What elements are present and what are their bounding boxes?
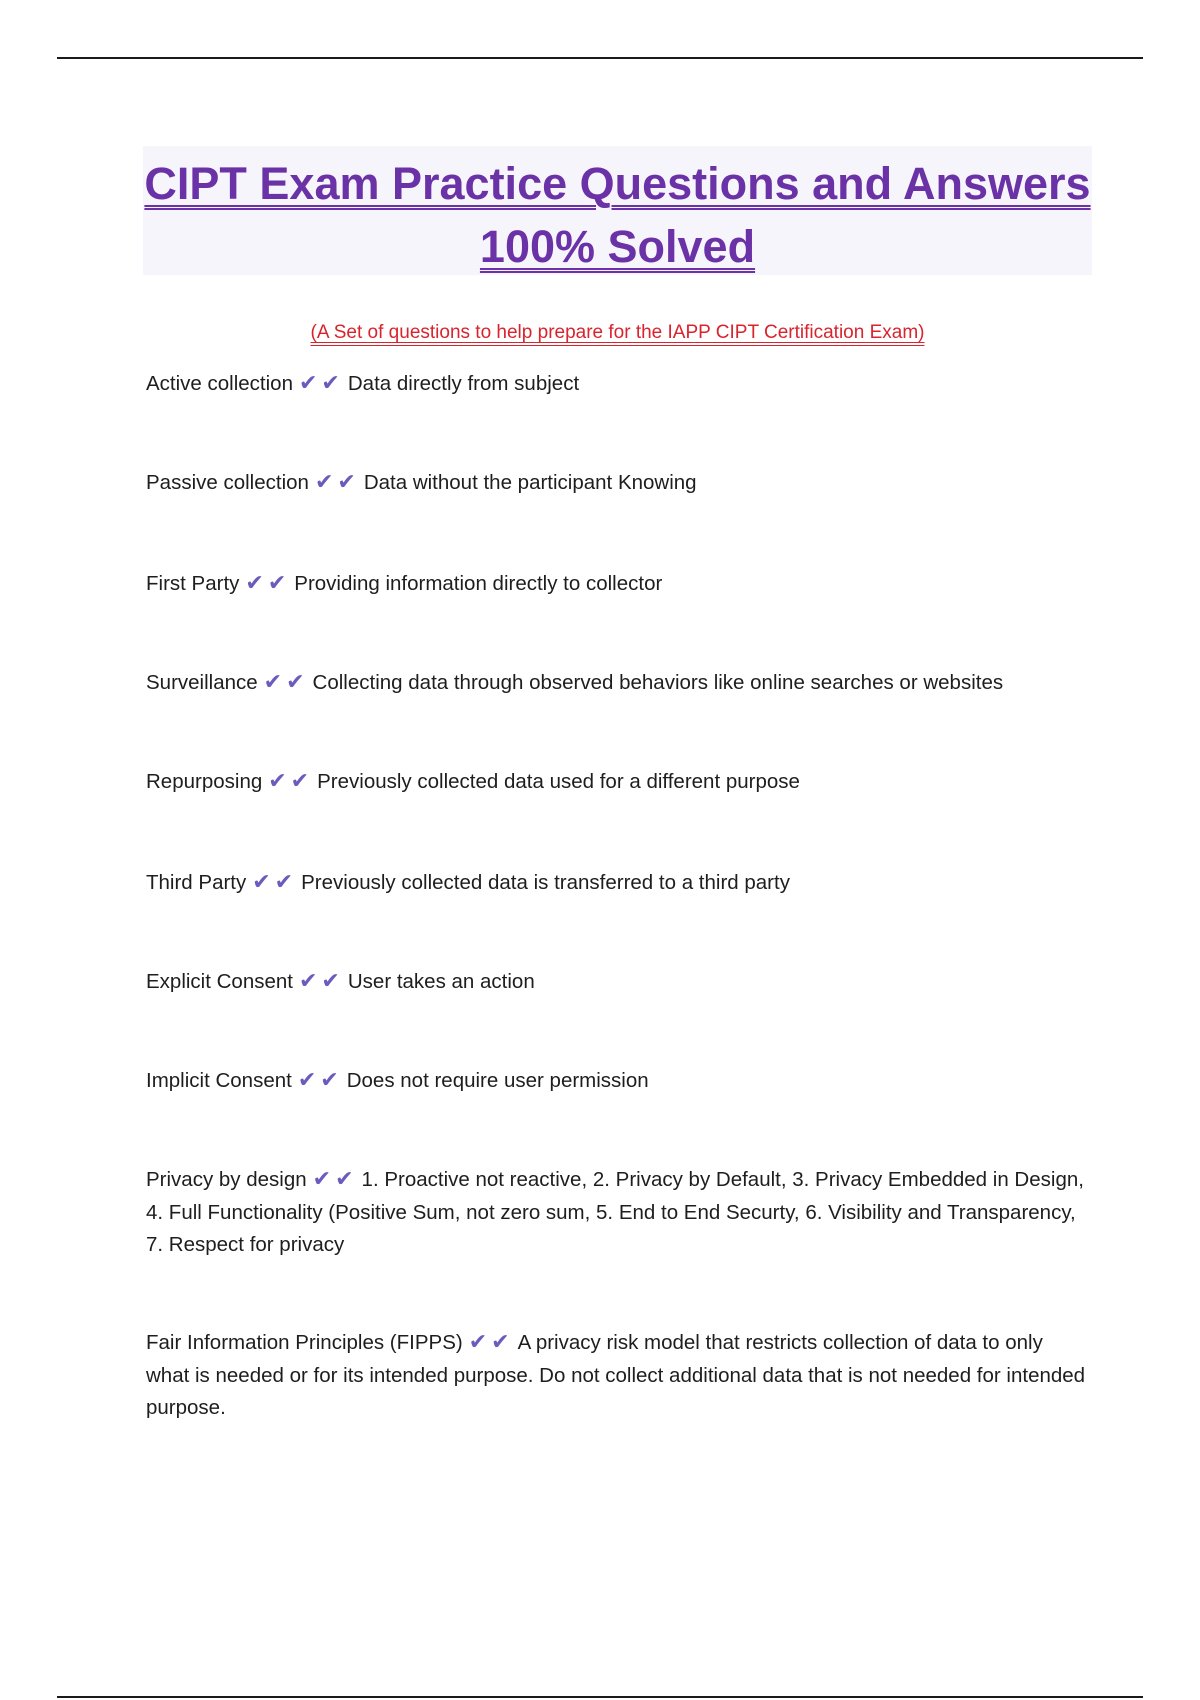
qa-answer: Data directly from subject (347, 372, 580, 395)
qa-answer: Previously collected data used for a different purpose (317, 770, 800, 793)
double-check-icon: ✔✔ (268, 768, 314, 793)
qa-term: Privacy by design (146, 1168, 307, 1191)
qa-item (146, 866, 1090, 900)
double-check-icon: ✔✔ (468, 1329, 514, 1354)
title-line-2: 100% Solved (479, 221, 756, 272)
double-check-icon: ✔✔ (314, 469, 360, 494)
double-check-icon: ✔✔ (252, 869, 298, 894)
qa-item (146, 1326, 1090, 1425)
qa-term: First Party (146, 572, 240, 595)
page-subtitle: (A Set of questions to help prepare for the IAPP CIPT Certification Exam) (310, 322, 925, 343)
qa-term: Implicit Consent (146, 1069, 292, 1092)
title-line-1: CIPT Exam Practice Questions and Answers (144, 158, 1091, 209)
title-block (143, 146, 1092, 275)
qa-item (146, 1163, 1090, 1262)
qa-item (146, 765, 1090, 799)
double-check-icon: ✔✔ (245, 570, 291, 595)
bottom-rule (57, 1696, 1143, 1698)
qa-term: Active collection (146, 372, 293, 395)
qa-answer: Does not require user permission (346, 1069, 649, 1092)
qa-term: Third Party (146, 871, 247, 894)
page-title (143, 146, 1092, 278)
double-check-icon: ✔✔ (297, 1067, 343, 1092)
qa-answer: Previously collected data is transferred to a third party (301, 871, 790, 894)
qa-term: Fair Information Principles (FIPPS) (146, 1331, 463, 1354)
qa-term: Passive collection (146, 471, 309, 494)
qa-item (146, 965, 1090, 999)
qa-answer: Data without the participant Knowing (363, 471, 697, 494)
qa-item (146, 666, 1090, 700)
top-rule (57, 57, 1143, 59)
qa-term: Repurposing (146, 770, 263, 793)
double-check-icon: ✔✔ (312, 1166, 358, 1191)
qa-term: Explicit Consent (146, 970, 293, 993)
double-check-icon: ✔✔ (298, 968, 344, 993)
qa-answer: User takes an action (347, 970, 535, 993)
double-check-icon: ✔✔ (298, 370, 344, 395)
qa-term: Surveillance (146, 671, 258, 694)
qa-answer: Collecting data through observed behaviors like online searches or websites (312, 671, 1004, 694)
qa-item (146, 567, 1090, 601)
qa-item (146, 367, 1090, 401)
qa-item (146, 466, 1090, 500)
qa-answer: Providing information directly to collector (294, 572, 663, 595)
qa-answer: A privacy risk model that restricts collection of data to only what is needed or for its intended purpose. Do not collect additional data that is not needed for intended purpose. (146, 1331, 1086, 1419)
qa-answer: 1. Proactive not reactive, 2. Privacy by Default, 3. Privacy Embedded in Design, 4. Full Functionality (Positive Sum, not zero sum, 5. End to End Securty, 6. Visibility and Transparency, 7. Respect for privacy (146, 1168, 1084, 1256)
double-check-icon: ✔✔ (263, 669, 309, 694)
qa-item (146, 1064, 1090, 1098)
